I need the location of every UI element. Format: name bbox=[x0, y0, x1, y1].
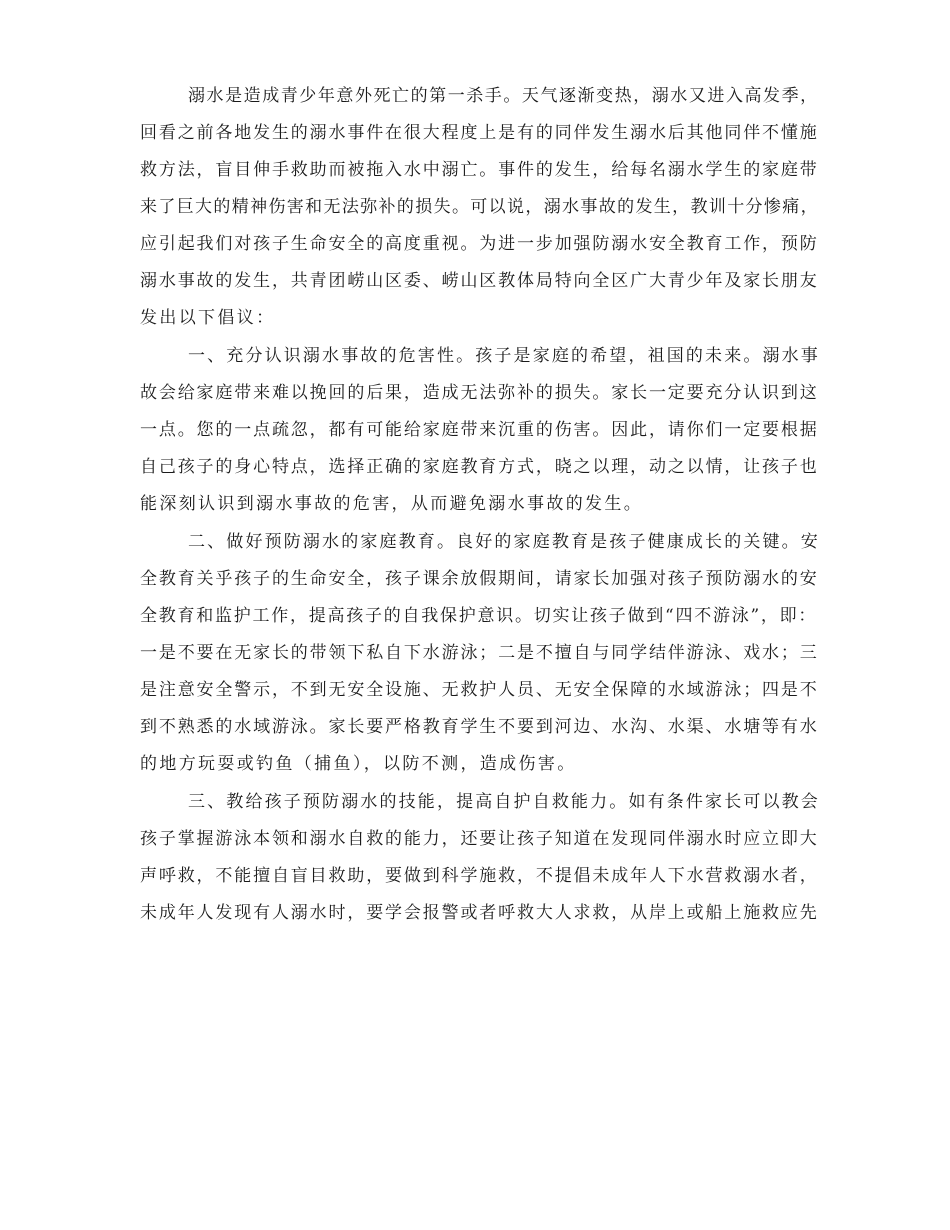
paragraph-3-line-2: 全教育关乎孩子的生命安全，孩子课余放假期间，请家长加强对孩子预防溺水的安 bbox=[140, 569, 819, 589]
paragraph-3-line-4: 一是不要在无家长的带领下私自下水游泳；二是不擅自与同学结伴游泳、戏水；三 bbox=[140, 643, 819, 663]
paragraph-2-line-4: 自己孩子的身心特点，选择正确的家庭教育方式，晓之以理，动之以情，让孩子也 bbox=[140, 457, 819, 477]
paragraph-2-line-1: 一、充分认识溺水事故的危害性。孩子是家庭的希望，祖国的未来。溺水事 bbox=[188, 346, 820, 366]
paragraph-3-line-7: 的地方玩耍或钓鱼（捕鱼），以防不测，造成伤害。 bbox=[140, 754, 577, 774]
paragraph-2-line-2: 故会给家庭带来难以挽回的后果，造成无法弥补的损失。家长一定要充分认识到这 bbox=[140, 383, 819, 403]
paragraph-1-line-2: 回看之前各地发生的溺水事件在很大程度上是有的同伴发生溺水后其他同伴不懂施 bbox=[140, 123, 819, 143]
paragraph-3-line-1: 二、做好预防溺水的家庭教育。良好的家庭教育是孩子健康成长的关键。安 bbox=[188, 532, 820, 552]
paragraph-4-line-3: 声呼救，不能擅自盲目救助，要做到科学施救，不提倡未成年人下水营救溺水者， bbox=[140, 866, 819, 886]
paragraph-1-line-3: 救方法，盲目伸手救助而被拖入水中溺亡。事件的发生，给每名溺水学生的家庭带 bbox=[140, 160, 819, 180]
paragraph-1-line-5: 应引起我们对孩子生命安全的高度重视。为进一步加强防溺水安全教育工作，预防 bbox=[140, 234, 819, 254]
paragraph-2-line-3: 一点。您的一点疏忽，都有可能给家庭带来沉重的伤害。因此，请你们一定要根据 bbox=[140, 420, 819, 440]
paragraph-3-line-5: 是注意安全警示，不到无安全设施、无救护人员、无安全保障的水域游泳；四是不 bbox=[140, 680, 819, 700]
paragraph-4-line-1: 三、教给孩子预防溺水的技能，提高自护自救能力。如有条件家长可以教会 bbox=[188, 792, 820, 812]
paragraph-4-line-2: 孩子掌握游泳本领和溺水自救的能力，还要让孩子知道在发现同伴溺水时应立即大 bbox=[140, 829, 819, 849]
paragraph-1-line-7: 发出以下倡议： bbox=[140, 308, 276, 328]
paragraph-1-line-4: 来了巨大的精神伤害和无法弥补的损失。可以说，溺水事故的发生，教训十分惨痛， bbox=[140, 197, 819, 217]
paragraph-3-line-3: 全教育和监护工作，提高孩子的自我保护意识。切实让孩子做到“四不游泳”，即： bbox=[140, 606, 818, 626]
paragraph-3-line-6: 到不熟悉的水域游泳。家长要严格教育学生不要到河边、水沟、水渠、水塘等有水 bbox=[140, 717, 819, 737]
paragraph-1-line-6: 溺水事故的发生，共青团崂山区委、崂山区教体局特向全区广大青少年及家长朋友 bbox=[140, 271, 819, 291]
paragraph-4-line-4: 未成年人发现有人溺水时，要学会报警或者呼救大人求救，从岸上或船上施救应先 bbox=[140, 903, 819, 923]
paragraph-1-line-1: 溺水是造成青少年意外死亡的第一杀手。天气逐渐变热，溺水又进入高发季， bbox=[188, 86, 819, 106]
paragraph-2-line-5: 能深刻认识到溺水事故的危害，从而避免溺水事故的发生。 bbox=[140, 494, 644, 514]
